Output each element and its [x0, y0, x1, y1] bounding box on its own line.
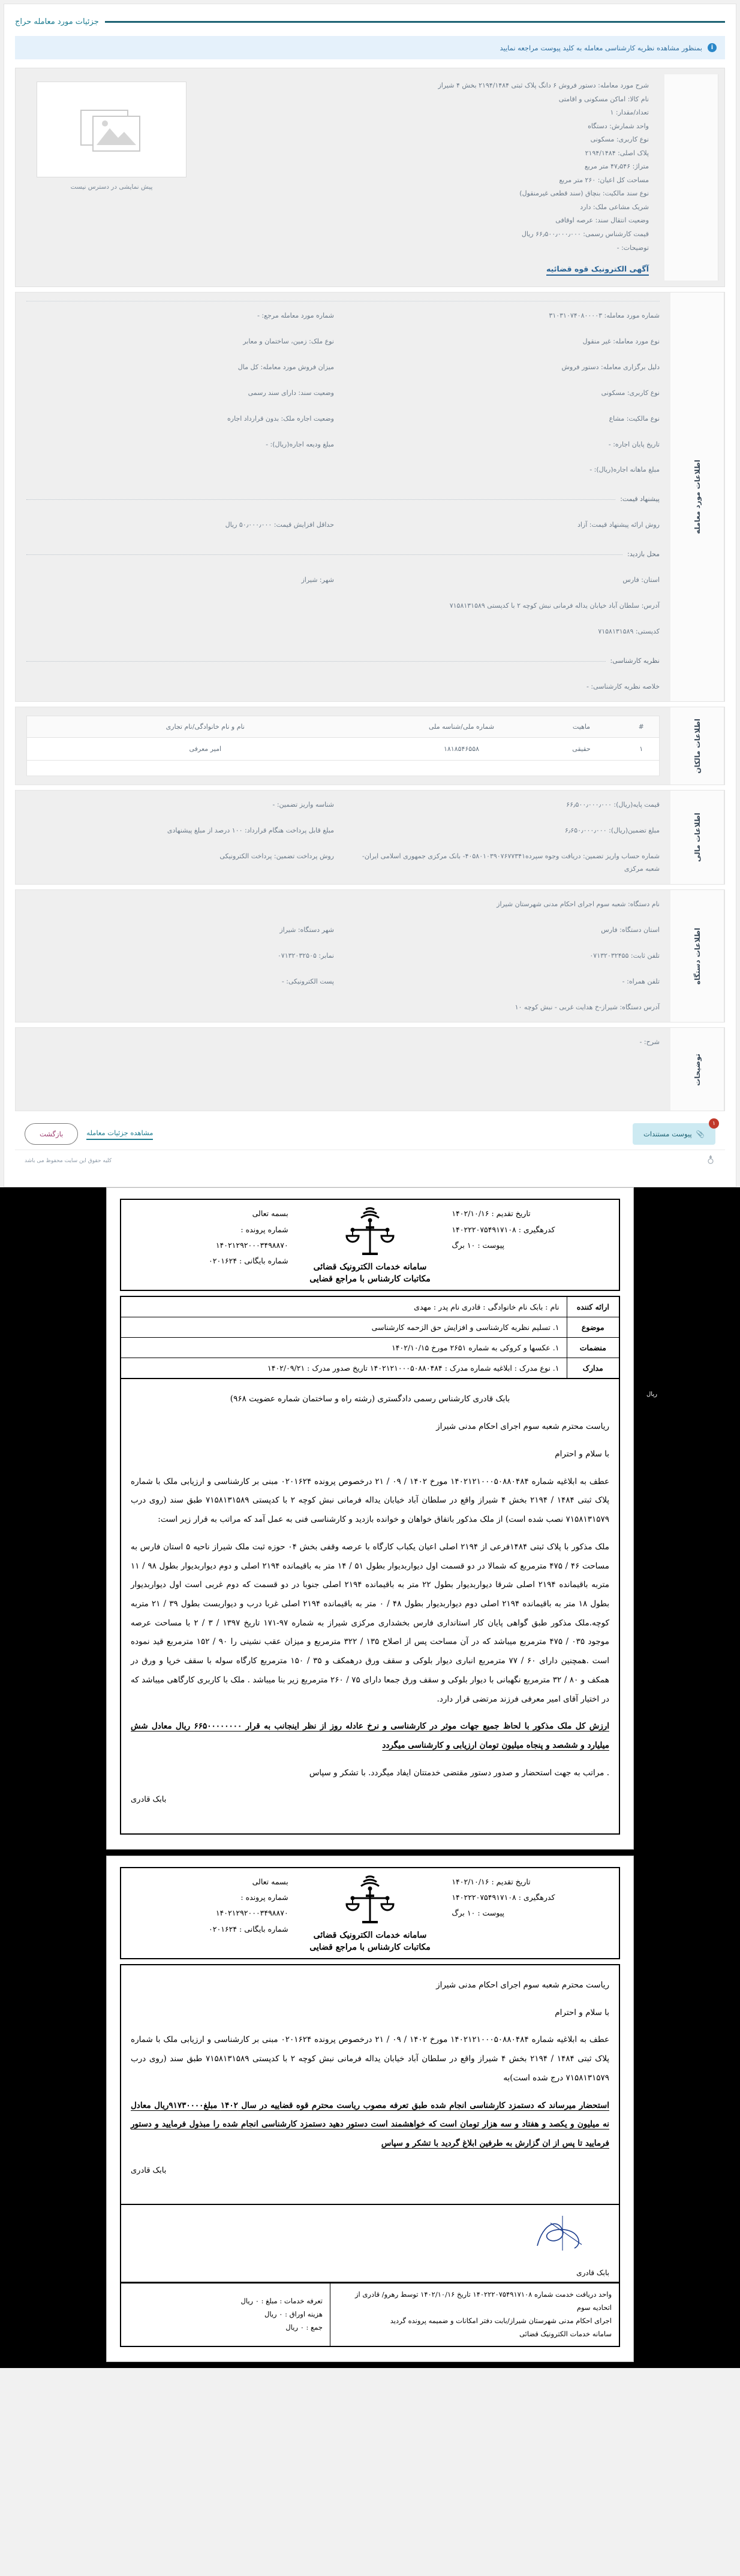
doc2-fee-table — [120, 2283, 620, 2346]
divider-price-label: پیشنهاد قیمت: — [620, 495, 660, 503]
table-row — [121, 2284, 619, 2346]
col-name: نام و نام خانوادگی/نام تجاری — [27, 716, 384, 738]
gi-0: شماره مورد معامله: ۳۱۰۳۱۰۷۴۰۸۰۰۰۰۳ — [549, 312, 660, 320]
doc2-archive-number: ۰۲۰۱۶۲۴ — [209, 1924, 237, 1933]
owners-table-header-row — [27, 716, 660, 738]
handwritten-signature-icon — [527, 2211, 598, 2259]
dv-0: نام دستگاه: شعبه سوم اجرای احکام مدنی شهرستان شیراز — [497, 900, 660, 909]
cell-national-id: ۱۸۱۸۵۴۶۵۵۸ — [443, 745, 480, 753]
preview-area — [22, 74, 201, 280]
page2-side-spacer-left — [70, 1856, 106, 2059]
doc1-bismillah: بسمه تعالی — [252, 1209, 288, 1218]
dv-2: شهر دستگاه: شیراز — [279, 925, 334, 934]
back-button[interactable]: بازگشت — [25, 1123, 78, 1145]
section-owners — [15, 707, 725, 785]
doc1-tracking-code: ۱۴۰۲۲۲۰۷۵۴۹۱۷۱۰۸ — [452, 1224, 516, 1234]
doc2-bismillah: بسمه تعالی — [252, 1877, 288, 1886]
tab-owners-label: اطلاعات مالکان — [693, 719, 702, 774]
gv-1: شهر: شیراز — [301, 576, 334, 584]
section-general-info — [15, 292, 725, 702]
header-rule — [105, 21, 725, 23]
gi-11: مبلغ ودیعه اجاره(ریال): - — [266, 440, 334, 448]
field-partner: شریک مشاعی ملک: دارد — [580, 203, 649, 211]
fee-paper-cost: هزینه اوراق : ۰ ریال — [264, 2310, 323, 2319]
meta-label-annexes: منضمات — [567, 1338, 619, 1358]
owners-table — [26, 716, 660, 761]
owners-body — [16, 707, 670, 785]
doc2-salutation: با سلام و احترام — [555, 2007, 609, 2017]
meta-value-annexes: ۱. عکسها و کروکی به شماره ۲۶۵۱ مورخ ۱۴۰۲/۱۰/۱۵ — [121, 1338, 567, 1358]
doc2-submit-date-label: تاریخ تقدیم : — [491, 1877, 531, 1886]
general-info-body — [16, 292, 670, 701]
fee-service-amount: تعرفه خدمات : مبلغ : ۰ ریال — [240, 2297, 323, 2306]
financial-body — [16, 791, 670, 884]
gi-1: شماره مورد معامله مرجع: - — [257, 312, 334, 320]
doc1-attachment-label: پیوست : — [477, 1240, 504, 1250]
page-title: جزئیات مورد معامله حراج — [15, 17, 99, 26]
doc2-tracking-code: ۱۴۰۲۲۲۰۷۵۴۹۱۷۱۰۸ — [452, 1893, 516, 1902]
table-row — [121, 1296, 619, 1317]
doc1-archive-label: شماره بایگانی : — [239, 1256, 288, 1266]
fi-2: مبلغ تضمین(ریال): ۶٫۶۵۰٫۰۰۰٫۰۰۰ — [564, 827, 660, 835]
tab-owners[interactable] — [670, 707, 724, 785]
doc2-case-label: شماره پرونده : — [240, 1893, 288, 1902]
tab-notes[interactable] — [670, 1028, 724, 1111]
doc1-heading: بابک قادری کارشناس رسمی دادگستری (رشته راه و ساختمان شماره عضویت ۹۶۸) — [230, 1394, 510, 1404]
secondary-actions — [25, 1123, 153, 1145]
attach-documents-button[interactable] — [633, 1120, 716, 1145]
gi-7: وضعیت سند: دارای سند رسمی — [248, 388, 334, 397]
doc2-signature-box — [120, 2205, 620, 2283]
footer-emblem — [706, 1154, 715, 1167]
page1-side-spacer — [70, 1187, 106, 1391]
doc1-header-mid — [288, 1206, 452, 1284]
divider-price — [26, 493, 660, 506]
document-page-1-row — [0, 1187, 740, 1855]
divider-price-dots — [26, 499, 615, 500]
doc1-system-name: سامانه خدمات الکترونیک قضائی — [313, 1262, 427, 1272]
device-body — [16, 890, 670, 1022]
field-doc-type: نوع سند مالکیت: بنچاق (سند قطعی غیرمنقول) — [519, 189, 649, 198]
info-notice — [15, 36, 725, 59]
tab-general-info-label: اطلاعات مورد معامله — [693, 460, 702, 535]
doc1-addressee: ریاست محترم شعبه سوم اجرای احکام مدنی شیراز — [436, 1422, 609, 1432]
doc2-case-number: ۱۴۰۲۱۲۹۲۰۰۰۳۴۹۸۸۷۰ — [215, 1908, 288, 1918]
doc2-attachment-value: ۱۰ برگ — [452, 1908, 476, 1918]
action-bar — [15, 1111, 725, 1150]
section-header — [15, 17, 725, 26]
divider-visit-dots — [26, 554, 622, 555]
dv-5: تلفن همراه: - — [622, 977, 660, 985]
cell-name: امیر معرفی — [189, 745, 222, 753]
field-total-area: مساحت کل اعیان: ۲۶۰ متر مربع — [559, 176, 649, 184]
no-preview-text: پیش نمایشی در دسترس نیست — [70, 183, 153, 191]
image-placeholder — [37, 82, 186, 177]
doc1-attachment-value: ۱۰ برگ — [452, 1240, 476, 1250]
divider-visit-label: محل بازدید: — [627, 550, 660, 559]
doc2-header — [120, 1867, 620, 1959]
field-description: شرح مورد معامله: دستور فروش ۶ دانگ پلاک ثبتی ۲۱۹۴/۱۴۸۴ بخش ۴ شیراز — [438, 82, 649, 89]
attach-documents-label: پیوست مستندات — [643, 1130, 692, 1139]
doc2-archive-label: شماره بایگانی : — [239, 1924, 288, 1933]
gp-0: روش ارائه پیشنهاد قیمت: آزاد — [577, 521, 660, 529]
document-page-1 — [106, 1187, 634, 1849]
table-row — [121, 1338, 619, 1358]
document-viewer — [0, 1187, 740, 2367]
col-national-id: شماره ملی/شناسه ملی — [384, 716, 540, 738]
page-root — [0, 4, 740, 2368]
page2-side-spacer-right — [634, 1856, 670, 2059]
doc1-header-left — [452, 1206, 610, 1253]
dv-1: استان دستگاه: فارس — [601, 925, 660, 934]
doc2-tracking-label: کدرهگیری : — [518, 1893, 555, 1902]
fee-left-line-3: سامانه خدمات الکترونیک قضائی — [519, 2329, 612, 2338]
table-row — [27, 738, 660, 761]
meta-value-subject: ۱. تسلیم نظریه کارشناسی و افزایش حق الزحمه کارشناسی — [121, 1317, 567, 1338]
gi-3: نوع ملک: زمین، ساختمان و معابر — [243, 337, 334, 345]
attachment-count-badge: ۱ — [709, 1118, 719, 1129]
owners-table-footer — [26, 761, 660, 776]
dv-3: تلفن ثابت: ۰۷۱۳۲۰۳۲۴۵۵ — [589, 951, 660, 960]
info-notice-text: بمنظور مشاهده نظریه کارشناسی معامله به کلید پیوست مراجعه نمایید — [500, 43, 702, 52]
doc1-archive-number: ۰۲۰۱۶۲۴ — [209, 1256, 237, 1266]
paperclip-icon: 📎 — [696, 1130, 705, 1139]
doc1-signature: بابک قادری — [131, 1795, 167, 1805]
ge-0: خلاصه نظریه کارشناسی: - — [586, 682, 660, 690]
gi-9: وضعیت اجاره ملک: بدون قرارداد اجاره — [227, 414, 334, 423]
doc2-paragraph-1: عطف به ابلاغیه شماره ۱۴۰۲۱۲۱۰۰۰۵۰۸۸۰۴۸۴ مورخ ۱۴۰۲ / ۰۹ / ۲۱ درخصوص پرونده ۰۲۰۱۶۲۴ مبنی بر کارشناسی و ارزیابی ملک با شماره پلاک ثبتی ۱۴۸۴ / ۲۱۹۴ بخش ۴ شیراز واقع در سلطان آباد خیابان یداله فرمانی نبش کوچه ۲ با کدپستی ۷۱۵۸۱۳۱۵۸۹ طبق سند (روی درب ۷۱۵۸۱۳۱۵۷۹ درج شده است)به — [131, 2035, 610, 2083]
divider-expert-dots — [26, 661, 606, 662]
field-usage: نوع کاربری: مسکونی — [590, 135, 649, 144]
meta-label-provider: ارائه کننده — [567, 1296, 619, 1317]
meta-value-provider: نام : بابک نام خانوادگی : قادری نام پدر : مهدی — [121, 1296, 567, 1317]
tab-financial[interactable] — [670, 791, 724, 884]
judiciary-eauction-link[interactable]: آگهی الکترونیک قوه قضائیه — [546, 264, 649, 276]
doc2-system-sub: مکاتبات کارشناس با مراجع قضایی — [309, 1942, 431, 1952]
document-page-2-row — [0, 1856, 740, 2368]
doc1-paragraph-2: ملک مذکور با پلاک ثبتی ۱۴۸۴فرعی از ۲۱۹۴ اصلی اعیان یکباب کارگاه با عرصه وقفی بخش ۰۴ حوزه ثبت ملک شیراز ناحیه ۵ استان فارس به مساحت ۴۶ / ۴۷۵ مترمربع که شمالا در دو قسمت اول دیواربدیوار بطول ۵۱ / ۱۴ متر به باقیمانده ۲۱۹۴ اصلی و دوم دیواربدیوار بطول ۹۸ / ۱۱ متربه باقیمانده ۲۱۹۴ اصلی شرقا دیواربدیوار بطول ۲۲ متر به باقیمانده ۲۱۹۴ اصلی جنوبا در دو قسمت که دوم غربی است اول دیواربدیوار بطول ۱۸ متر به باقیمانده ۲۱۹۴ اصلی دوم دیواربدیوار بطول ۴۸ / ۰ متر به باقیمانده ۲۱۹۴ اصلی غربا درب و دیواربست بطول ۳۹ / ۲۱ متربه کوچه.ملک مذکور طبق گواهی پایان کار استانداری فارس بخشداری مرکزی شیراز به شماره ۹۷-۱۷۱ تاریخ ۱۳۹۷ / ۳ / ۲ با مساحت عرصه موجود ۰۳۵ / ۴۷۵ مترمربع میباشد که در آن مساحت پس از اصلاح ۱۳۵ / ۳۲۲ مترمربع و میزان عقب نشینی را ۹۰ / ۱۵۲ مترمربع قید نموده است .همچنین دارای ۶۰ / ۷۷ مترمربع انباری دیوار بلوکی و سقف ورق درهمکف و ۳۵ / ۱۵۰ مترمربع کارگاه سوله با سقف خرپا و ورق در همکف و ۸۰ / ۳۲ مترمربع نگهبانی با دیوار بلوکی و سقف ورق جمعا دارای ۷۵ / ۲۶۰ مترمربع زیر بنا میباشد . ملک با کاربری کارگاهی میباشد که در اختیار آقای امیر معرفی فرزند مرتضی قرار دارد. — [131, 1542, 610, 1704]
view-transaction-details-link[interactable]: مشاهده جزئیات معامله — [86, 1129, 153, 1140]
fee-left-line-2: اجرای احکام مدنی شهرستان شیراز/بابت دفتر امکانات و ضمیمه پرونده گردید — [390, 2316, 612, 2325]
summary-side-strip — [664, 74, 718, 280]
fee-cell-left — [330, 2284, 619, 2346]
dv-4: نمابر: ۰۷۱۳۲۰۳۲۵۰۵ — [277, 951, 334, 960]
doc2-body — [120, 1964, 620, 2205]
tab-device[interactable] — [670, 890, 724, 1022]
doc2-signature: بابک قادری — [131, 2165, 167, 2175]
divider-expert-label: نظریه کارشناسی: — [610, 656, 660, 665]
doc1-case-label: شماره پرونده : — [240, 1224, 288, 1234]
table-row — [121, 1317, 619, 1338]
gv-0: استان: فارس — [622, 576, 660, 584]
col-nature: ماهیت — [540, 716, 624, 738]
doc1-submit-date: ۱۴۰۲/۱۰/۱۶ — [452, 1209, 489, 1218]
fi-5: روش پرداخت تضمین: پرداخت الکترونیکی — [219, 852, 334, 861]
doc2-fee-statement: استحضار میرساند که دستمزد کارشناسی انجام شده طبق تعرفه مصوب ریاست محترم قوه قضاییه در سال ۱۴۰۲ مبلغ۹۱۷۳۰۰۰۰ریال معادل نه میلیون و یکصد و هفتاد و سه هزار تومان است که خواهشمند است دستور دهید دستمزد کارشناسی انجام شده را مبذول فرمایید و دستور فرمایید تا پس از ان گزارش به طرفین ابلاغ گردید با تشکر و سپاس — [131, 2100, 609, 2148]
meta-value-documents: ۱. نوع مدرک : ابلاغیه شماره مدرک : ۱۴۰۲۱۲۱۰۰۰۵۰۸۸۰۴۸۴ تاریخ صدور مدرک : ۱۴۰۲/۰۹/۲۱ — [121, 1358, 567, 1379]
field-goods-name: نام کالا: اماکن مسکونی و اقامتی — [558, 95, 649, 103]
gp-1: حداقل افزایش قیمت: ۵۰٫۰۰۰٫۰۰۰ ریال — [225, 521, 334, 529]
tab-device-label: اطلاعات دستگاه — [693, 927, 702, 985]
section-financial — [15, 790, 725, 885]
fi-0: قیمت پایه(ریال): ۶۶٫۵۰۰٫۰۰۰٫۰۰۰ — [566, 801, 660, 809]
scales-of-justice-icon — [343, 1874, 397, 1928]
doc1-salutation: با سلام و احترام — [555, 1449, 609, 1459]
field-expert-price: قیمت کارشناس رسمی: ۶۶٫۵۰۰٫۰۰۰٫۰۰۰ ریال — [521, 230, 649, 239]
scales-of-justice-icon — [343, 1206, 397, 1260]
cell-nature: حقیقی — [572, 745, 591, 753]
doc1-body — [120, 1379, 620, 1834]
field-quantity: تعداد/مقدار: ۱ — [610, 108, 649, 117]
page1-side-tag: ریال — [646, 1391, 657, 1398]
gv-3: کدپستی: ۷۱۵۸۱۳۱۵۸۹ — [598, 627, 660, 635]
info-icon: i — [708, 43, 717, 52]
gi-4: دلیل برگزاری معامله: دستور فروش — [561, 363, 660, 371]
doc1-valuation-statement: ارزش کل ملک مذکور با لحاظ جمیع جهات موثر در کارشناسی و نرخ عادله روز از نظر اینجانب به قرار ۶۶۵۰۰۰۰۰۰۰۰ ریال معادل شش میلیارد و ششصد و پنجاه میلیون تومان ارزیابی و کارشناسی میگردد — [131, 1721, 609, 1750]
fee-left-line-1: واحد دریافت خدمت شماره ۱۴۰۲۲۲۰۷۵۴۹۱۷۱۰۸ تاریخ ۱۴۰۲/۱۰/۱۶ توسط رهرو/ قادری از اتحادیه سوم — [355, 2290, 612, 2312]
doc2-attachment-label: پیوست : — [477, 1908, 504, 1918]
section-notes — [15, 1027, 725, 1111]
tab-general-info[interactable] — [670, 292, 724, 701]
doc1-header — [120, 1199, 620, 1291]
meta-label-subject: موضوع — [567, 1317, 619, 1338]
doc1-system-sub: مکاتبات کارشناس با مراجع قضایی — [309, 1274, 431, 1284]
fi-1: شناسه واریز تضمین: - — [272, 801, 334, 809]
auction-detail-panel — [4, 4, 736, 1187]
field-unit: واحد شمارش: دستگاه — [588, 122, 649, 130]
item-summary — [15, 68, 725, 287]
copyright-text: کلیه حقوق این سایت محفوظ می باشد — [25, 1157, 112, 1164]
doc1-submit-date-label: تاریخ تقدیم : — [491, 1209, 531, 1218]
meta-label-documents: مدارک — [567, 1358, 619, 1379]
doc1-meta-table — [120, 1296, 620, 1379]
table-row — [121, 1358, 619, 1379]
notes-body — [16, 1028, 670, 1111]
fi-4: شماره حساب واریز تضمین: دریافت وجوه سپرده۴۰۵۸۰۱۰۳۹۰۷۶۷۷۳۴۱- بانک مرکزی جمهوری اسلامی ایران- شعبه مرکزی — [362, 852, 660, 873]
gi-2: نوع مورد معامله: غیر منقول — [582, 337, 660, 345]
divider-expert — [26, 655, 660, 668]
tab-financial-label: اطلاعات مالی — [693, 813, 702, 862]
doc2-header-mid — [288, 1874, 452, 1952]
field-transfer-status: وضعیت انتقال سند: عرصه اوقافی — [555, 216, 649, 225]
judiciary-emblem-icon — [706, 1154, 715, 1165]
dv-7: آدرس دستگاه: شیراز-خ هدایت غربی - نبش کوچه ۱۰ — [515, 1003, 660, 1011]
footer-copyright-bar — [15, 1150, 725, 1171]
fee-cell-right — [121, 2284, 330, 2346]
document-page-2 — [106, 1856, 634, 2362]
tab-notes-label: توضیحات — [693, 1053, 702, 1086]
fee-total: جمع : ۰ ریال — [285, 2322, 323, 2331]
cell-index: ۱ — [639, 745, 643, 753]
doc2-system-name: سامانه خدمات الکترونیک قضائی — [313, 1930, 427, 1940]
doc2-header-left — [452, 1874, 610, 1922]
doc1-tracking-label: کدرهگیری : — [518, 1224, 555, 1234]
doc2-signature-caption: بابک قادری — [576, 2269, 609, 2278]
field-plaque: پلاک اصلی: ۲۱۹۴/۱۴۸۴ — [585, 149, 649, 157]
gi-10: تاریخ پایان اجاره: - — [608, 440, 660, 448]
gi-8: نوع مالکیت: مشاع — [609, 414, 660, 423]
summary-fields — [207, 74, 658, 280]
doc1-paragraph-1: عطف به ابلاغیه شماره ۱۴۰۲۱۲۱۰۰۰۵۰۸۸۰۴۸۴ مورخ ۱۴۰۲ / ۰۹ / ۲۱ درخصوص پرونده ۰۲۰۱۶۲۴ مبنی بر کارشناسی و ارزیابی ملک با شماره پلاک ثبتی ۱۴۸۴ / ۲۱۹۴ بخش ۴ شیراز واقع در سلطان آباد خیابان یداله فرمانی نبش کوچه ۲ با کدپستی ۷۱۵۸۱۳۱۵۸۹ طبق سند (روی درب ۷۱۵۸۱۳۱۵۷۹ نصب شده است) از ملک مذکور باتفاق خواهان و خوانده بازدید و کارشناسی فنی به عمل آمد که مراتب به قرار زیر است: — [131, 1476, 610, 1525]
broken-image-icon — [79, 105, 145, 153]
field-notes: توضیحات: - — [616, 243, 649, 252]
field-area: متراژ: ۴۷٫۵۴۶ متر مربع — [584, 162, 649, 171]
doc1-header-right — [130, 1206, 288, 1269]
gv-2: آدرس: سلطان آباد خیابان یداله فرمانی نبش کوچه ۲ با کدپستی ۷۱۵۸۱۳۱۵۸۹ — [449, 601, 660, 610]
doc1-case-number: ۱۴۰۲۱۲۹۲۰۰۰۳۴۹۸۸۷۰ — [215, 1240, 288, 1250]
gi-6: نوع کاربری: مسکونی — [601, 388, 660, 397]
dv-6: پست الکترونیکی: - — [281, 977, 334, 985]
col-index: # — [624, 716, 660, 738]
fi-3: مبلغ قابل پرداخت هنگام قرارداد: ۱۰۰ درصد از مبلغ پیشنهادی — [167, 827, 334, 835]
doc1-paragraph-4: . مراتب به جهت استحضار و صدور دستور مقتضی خدمتتان ایفاد میگردد. با تشکر و سپاس — [309, 1767, 609, 1778]
doc2-addressee: ریاست محترم شعبه سوم اجرای احکام مدنی شیراز — [436, 1980, 609, 1990]
gi-12: مبلغ ماهانه اجاره(ریال): - — [589, 466, 660, 474]
doc2-header-right — [130, 1874, 288, 1937]
divider-visit — [26, 548, 660, 561]
gi-5: میزان فروش مورد معامله: کل مال — [237, 363, 334, 371]
section-device — [15, 889, 725, 1022]
doc2-submit-date: ۱۴۰۲/۱۰/۱۶ — [452, 1877, 489, 1886]
nt-0: شرح: - — [639, 1038, 660, 1046]
